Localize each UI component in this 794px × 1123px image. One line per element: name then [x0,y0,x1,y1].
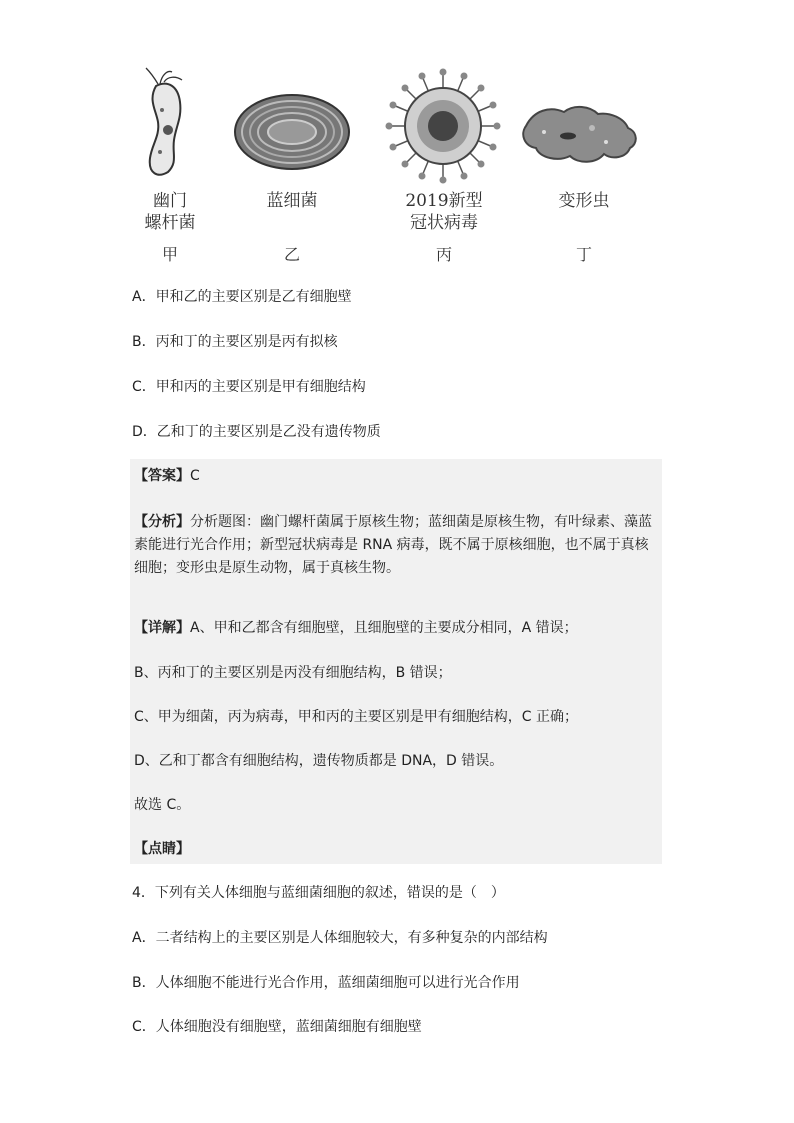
organism-label: 乙 [283,245,300,264]
answer-block [130,459,662,864]
q3-option-d: D．乙和丁的主要区别是乙没有遗传物质 [132,424,381,440]
organism-ding [536,190,632,265]
q3-option-b: B．丙和丁的主要区别是丙有拟核 [132,334,338,350]
q4-option-c: C．人体细胞没有细胞壁，蓝细菌细胞有细胞壁 [132,1019,422,1035]
q4-stem: 4．下列有关人体细胞与蓝细菌细胞的叙述，错误的是（ ） [132,885,505,901]
organism-label: 丁 [575,245,592,264]
detail-line-b: B、丙和丁的主要区别是丙没有细胞结构，B 错误； [134,665,452,681]
answer-line [134,466,200,486]
organism-label: 甲 [161,245,178,264]
organism-figure [130,60,670,270]
caption-line1: 幽门 [153,191,187,211]
detail-a: A、甲和乙都含有细胞壁，且细胞壁的主要成分相同，A 错误； [190,620,578,636]
caption-line1: 变形虫 [558,191,610,211]
detail-tag: 【详解】 [134,620,190,636]
q3-option-c: C．甲和丙的主要区别是甲有细胞结构 [132,379,366,395]
analysis-paragraph [134,511,662,580]
analysis-text: 分析题图：幽门螺杆菌属于原核生物；蓝细菌是原核生物，有叶绿素、藻蓝素能进行光合作用；新型冠状病毒是 RNA 病毒，既不属于原核细胞，也不属于真核细胞；变形虫是原生动物，属于真核生物。 [134,514,652,576]
cyanobacteria-illustration [232,92,352,172]
detail-line-d: D、乙和丁都含有细胞结构，遗传物质都是 DNA，D 错误。 [134,753,504,769]
caption-line2: 螺杆菌 [144,213,196,233]
organism-bing [388,190,500,265]
detail-line-a [134,618,578,638]
caption-line2 [240,212,344,234]
conclusion-line: 故选 C。 [134,797,191,813]
detail-line-c: C、甲为细菌，丙为病毒，甲和丙的主要区别是甲有细胞结构，C 正确； [134,709,578,725]
q4-option-b: B．人体细胞不能进行光合作用，蓝细菌细胞可以进行光合作用 [132,975,520,991]
organism-jia [130,190,210,265]
organism-label: 丙 [435,245,452,264]
caption-line1: 蓝细菌 [266,191,318,211]
amoeba-illustration [520,102,640,168]
answer-tag: 【答案】 [134,468,190,484]
analysis-tag: 【分析】 [134,514,190,530]
caption-line2: 冠状病毒 [410,213,478,233]
caption-line1: 2019新型 [405,191,483,211]
q3-option-a: A．甲和乙的主要区别是乙有细胞壁 [132,289,352,305]
caption-line2 [536,212,632,234]
answer-value: C [190,468,200,484]
tip-tag: 【点睛】 [134,841,190,857]
coronavirus-illustration [385,68,501,184]
q4-option-a: A．二者结构上的主要区别是人体细胞较大，有多种复杂的内部结构 [132,930,548,946]
helicobacter-illustration [138,66,198,184]
organism-yi [240,190,344,265]
